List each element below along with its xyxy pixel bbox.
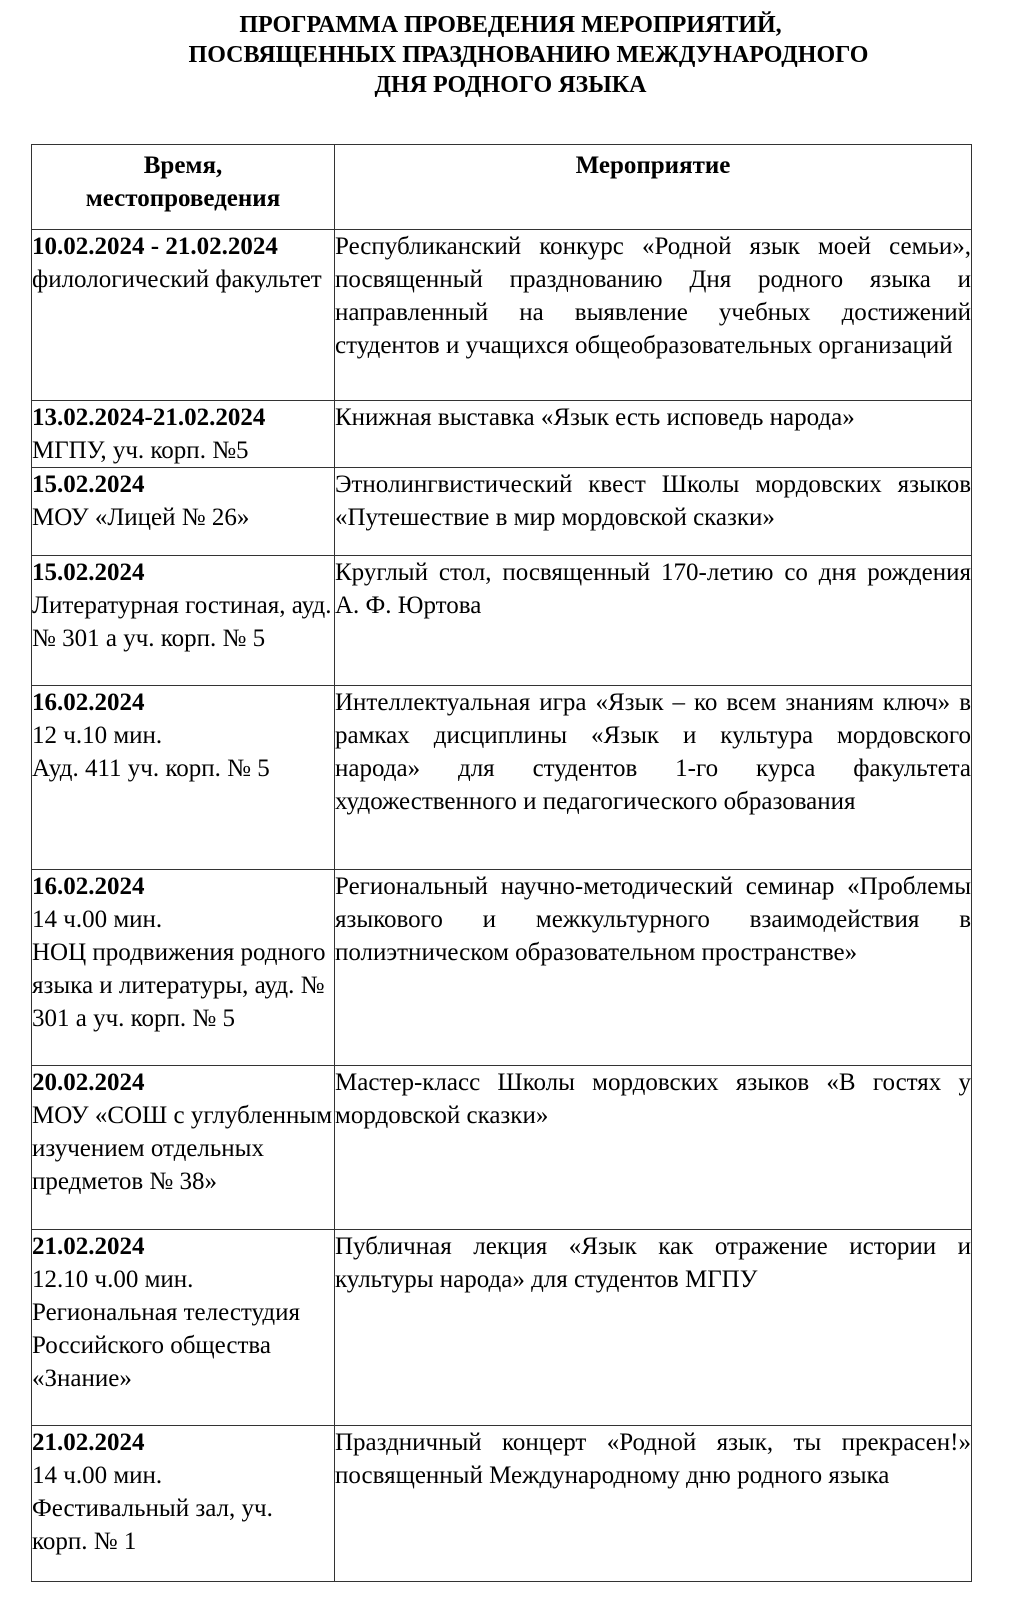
- table-row: [32, 401, 972, 468]
- event-place: Литературная гостиная, ауд. № 301 а уч. корп. № 5: [32, 592, 332, 652]
- event-cell: Публичная лекция «Язык как отражение истории и культуры народа» для студентов МГПУ: [335, 1230, 972, 1426]
- table-row: [32, 556, 972, 686]
- table-row: [32, 1066, 972, 1230]
- event-place: МГПУ, уч. корп. №5: [32, 437, 249, 464]
- event-date: 13.02.2024-21.02.2024: [32, 404, 266, 431]
- event-date: 20.02.2024: [32, 1069, 145, 1096]
- event-date: 10.02.2024 - 21.02.2024: [32, 233, 278, 260]
- event-cell: Круглый стол, посвященный 170-летию со дня рождения А. Ф. Юртова: [335, 556, 972, 686]
- title-line-1: ПРОГРАММА ПРОВЕДЕНИЯ МЕРОПРИЯТИЙ,: [239, 12, 782, 38]
- header-time-label: Время,: [143, 152, 223, 179]
- event-date: 16.02.2024: [32, 689, 145, 716]
- event-time: 12.10 ч.00 мин.: [32, 1266, 194, 1293]
- time-place-cell: [32, 468, 335, 556]
- event-time: 12 ч.10 мин.: [32, 722, 163, 749]
- event-place: Ауд. 411 уч. корп. № 5: [32, 755, 270, 782]
- time-place-cell: [32, 230, 335, 401]
- table-row: [32, 230, 972, 401]
- event-time: 14 ч.00 мин.: [32, 906, 163, 933]
- event-cell: Мастер-класс Школы мордовских языков «В гостях у мордовской сказки»: [335, 1066, 972, 1230]
- event-date: 21.02.2024: [32, 1429, 145, 1456]
- event-place: Региональная телестудия Российского общества «Знание»: [32, 1299, 301, 1392]
- time-place-cell: [32, 1230, 335, 1426]
- event-time: 14 ч.00 мин.: [32, 1462, 163, 1489]
- page-title: [0, 10, 1021, 100]
- event-cell: Республиканский конкурс «Родной язык моей семьи», посвященный празднованию Дня родного языка и направленный на выявление учебных достижений студентов и учащихся общеобразовательных организаций: [335, 230, 972, 401]
- time-place-cell: [32, 686, 335, 870]
- header-event: [335, 145, 972, 230]
- event-cell: Праздничный концерт «Родной язык, ты прекрасен!» посвященный Международному дню родного языка: [335, 1426, 972, 1582]
- table-row: [32, 1230, 972, 1426]
- event-date: 15.02.2024: [32, 559, 145, 586]
- table-header-row: [32, 145, 972, 230]
- event-date: 21.02.2024: [32, 1233, 145, 1260]
- table-row: [32, 870, 972, 1066]
- event-cell: Региональный научно-методический семинар «Проблемы языкового и межкультурного взаимодействия в полиэтническом образовательном пространстве»: [335, 870, 972, 1066]
- title-line-2: ПОСВЯЩЕННЫХ ПРАЗДНОВАНИЮ МЕЖДУНАРОДНОГО: [188, 42, 869, 68]
- table-row: [32, 468, 972, 556]
- time-place-cell: [32, 556, 335, 686]
- table-row: [32, 686, 972, 870]
- time-place-cell: [32, 401, 335, 468]
- event-date: 15.02.2024: [32, 471, 145, 498]
- event-place: МОУ «Лицей № 26»: [32, 504, 250, 531]
- event-cell: Интеллектуальная игра «Язык – ко всем знаниям ключ» в рамках дисциплины «Язык и культура мордовского народа» для студентов 1-го курса факультета художественного и педагогического образования: [335, 686, 972, 870]
- event-cell: Книжная выставка «Язык есть исповедь народа»: [335, 401, 972, 468]
- event-place: МОУ «СОШ с углубленным изучением отдельных предметов № 38»: [32, 1102, 333, 1195]
- event-place: НОЦ продвижения родного языка и литературы, ауд. № 301 а уч. корп. № 5: [32, 939, 326, 1032]
- header-time-place: [32, 145, 335, 230]
- time-place-cell: [32, 1426, 335, 1582]
- table-row: [32, 1426, 972, 1582]
- header-place-label: местопроведения: [85, 185, 281, 212]
- header-event-label: Мероприятие: [575, 152, 731, 179]
- event-place: Фестивальный зал, уч. корп. № 1: [32, 1495, 273, 1555]
- time-place-cell: [32, 1066, 335, 1230]
- time-place-cell: [32, 870, 335, 1066]
- event-place: филологический факультет: [32, 266, 322, 293]
- event-cell: Этнолингвистический квест Школы мордовских языков «Путешествие в мир мордовской сказки»: [335, 468, 972, 556]
- program-table: [31, 144, 972, 1582]
- event-date: 16.02.2024: [32, 873, 145, 900]
- title-line-3: ДНЯ РОДНОГО ЯЗЫКА: [374, 72, 647, 98]
